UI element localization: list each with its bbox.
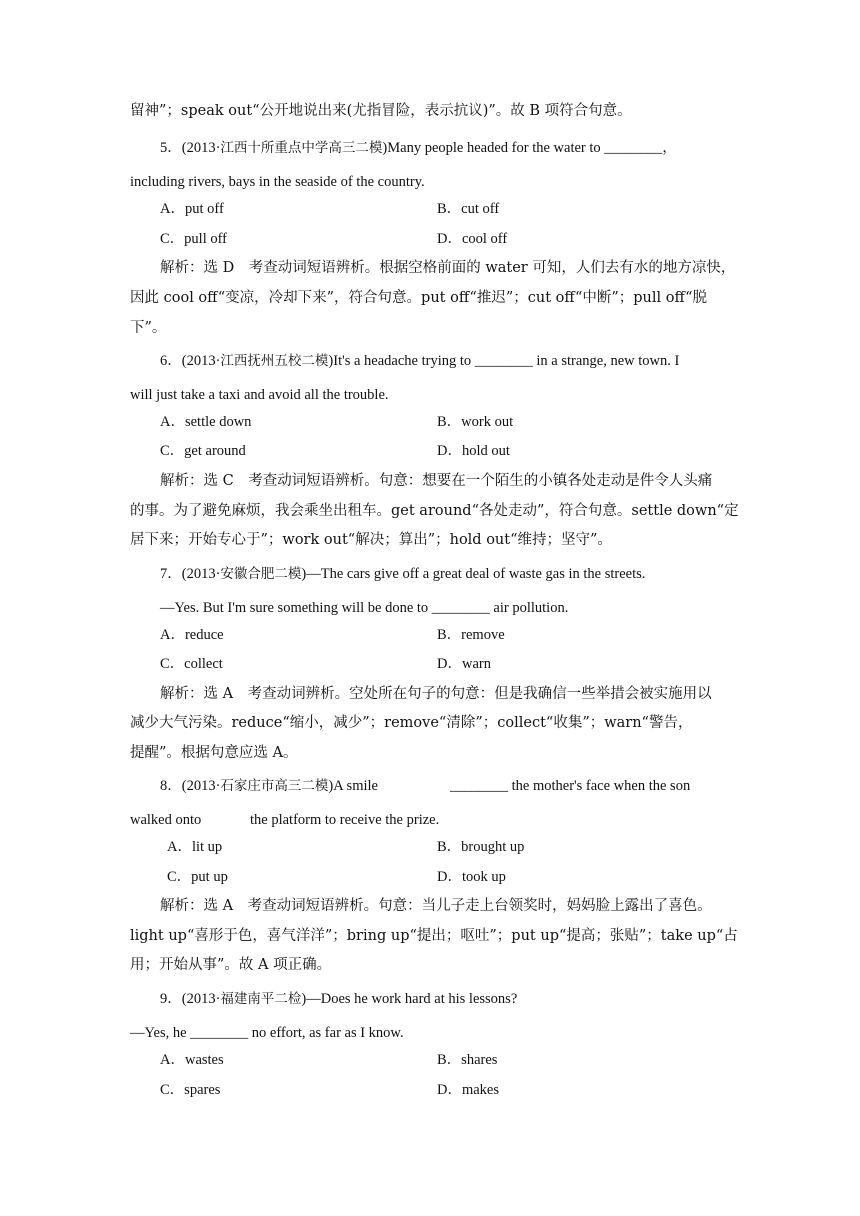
explanation-label: 解析： <box>160 260 204 276</box>
option-d: D．took up <box>437 869 506 885</box>
explanation-line-1 <box>160 896 712 916</box>
explanation-text: 选 A 考查动词辨析。空处所在句子的句意：但是我确信一些举措会被实施用以 <box>203 686 712 702</box>
question-6-stem <box>160 351 679 371</box>
question-source: 安徽合肥二模 <box>220 566 302 582</box>
option-d: D．cool off <box>437 231 508 247</box>
explanation-line-3: 下”。 <box>130 320 167 336</box>
question-number: 9．(2013· <box>160 991 221 1007</box>
option-a: A．lit up <box>167 839 223 855</box>
question-text: )—The cars give off a great deal of waste gas in the streets. <box>301 566 646 582</box>
question-source: 江西十所重点中学高三二模 <box>220 140 383 156</box>
explanation-text: 选 C 考查动词短语辨析。句意：想要在一个陌生的小镇各处走动是件令人头痛 <box>203 473 713 489</box>
question-7-stem-cont: —Yes. But I'm sure something will be done to ________ air pollution. <box>160 600 569 616</box>
explanation-line-3: 居下来；开始专心于”；work out“解决；算出”；hold out“维持；坚守”。 <box>130 532 612 548</box>
option-d: D．warn <box>437 656 491 672</box>
explanation-line-3: 用；开始从事”。故 A 项正确。 <box>130 957 332 973</box>
explanation-line-3: 提醒”。根据句意应选 A。 <box>130 745 298 761</box>
question-8-stem-cont: walked onto <box>130 812 202 828</box>
question-source: 江西抚州五校二模 <box>220 353 329 369</box>
option-b: B．cut off <box>437 201 500 217</box>
explanation-line-1 <box>160 258 735 278</box>
explanation-label: 解析： <box>160 473 204 489</box>
question-number: 8．(2013· <box>160 778 221 794</box>
option-c: C．pull off <box>160 231 227 247</box>
question-text: )Many people headed for the water to ________， <box>382 140 677 156</box>
option-d: D．hold out <box>437 443 510 459</box>
option-a: A．wastes <box>160 1052 224 1068</box>
question-5-stem <box>160 138 677 158</box>
question-8-stem <box>160 776 378 796</box>
option-a: A．put off <box>160 201 224 217</box>
question-text: )—Does he work hard at his lessons? <box>301 991 518 1007</box>
explanation-line-2: light up“喜形于色，喜气洋洋”；bring up“提出；呕吐”；put up“提高；张贴”；take up“占 <box>130 928 738 944</box>
option-b: B．brought up <box>437 839 525 855</box>
explanation-line-2: 减少大气污染。reduce“缩小，减少”；remove“清除”；collect“收集”；warn“警告， <box>130 715 693 731</box>
explanation-text: 选 A 考查动词短语辨析。句意：当儿子走上台领奖时，妈妈脸上露出了喜色。 <box>203 898 712 914</box>
question-9-stem <box>160 989 517 1009</box>
option-c: C．spares <box>160 1082 221 1098</box>
question-number: 5．(2013· <box>160 140 221 156</box>
explanation-line-2: 的事。为了避免麻烦，我会乘坐出租车。get around“各处走动”，符合句意。settle down“定 <box>130 503 739 519</box>
question-source: 石家庄市高三二模 <box>220 778 329 794</box>
option-c: C．collect <box>160 656 223 672</box>
option-b: B．work out <box>437 414 514 430</box>
option-c: C．get around <box>160 443 246 459</box>
question-number: 6．(2013· <box>160 353 221 369</box>
question-8-stem-cont-2: the platform to receive the prize. <box>250 812 440 828</box>
question-text: )A smile <box>328 778 378 794</box>
question-6-stem-cont: will just take a taxi and avoid all the trouble. <box>130 387 389 403</box>
option-a: A．settle down <box>160 414 252 430</box>
explanation-line-2: 因此 cool off“变凉，冷却下来”，符合句意。put off“推迟”；cut off“中断”；pull off“脱 <box>130 290 707 306</box>
option-a: A．reduce <box>160 627 224 643</box>
option-b: B．remove <box>437 627 505 643</box>
explanation-line-1 <box>160 471 712 491</box>
question-8-stem-blank: ________ the mother's face when the son <box>450 778 691 794</box>
explanation-line-1 <box>160 684 712 704</box>
question-7-stem <box>160 564 645 584</box>
question-5-stem-cont: including rivers, bays in the seaside of the country. <box>130 174 425 190</box>
question-number: 7．(2013· <box>160 566 221 582</box>
continued-explanation-line: 留神”；speak out“公开地说出来(尤指冒险，表示抗议)”。故 B 项符合句意。 <box>130 103 632 119</box>
question-text: )It's a headache trying to ________ in a strange, new town. I <box>328 353 680 369</box>
explanation-text: 选 D 考查动词短语辨析。根据空格前面的 water 可知，人们去有水的地方凉快， <box>203 260 736 276</box>
question-source: 福建南平二检 <box>220 991 302 1007</box>
question-9-stem-cont: —Yes, he ________ no effort, as far as I know. <box>130 1025 404 1041</box>
option-b: B．shares <box>437 1052 498 1068</box>
option-d: D．makes <box>437 1082 500 1098</box>
explanation-label: 解析： <box>160 686 204 702</box>
explanation-label: 解析： <box>160 898 204 914</box>
option-c: C．put up <box>167 869 228 885</box>
